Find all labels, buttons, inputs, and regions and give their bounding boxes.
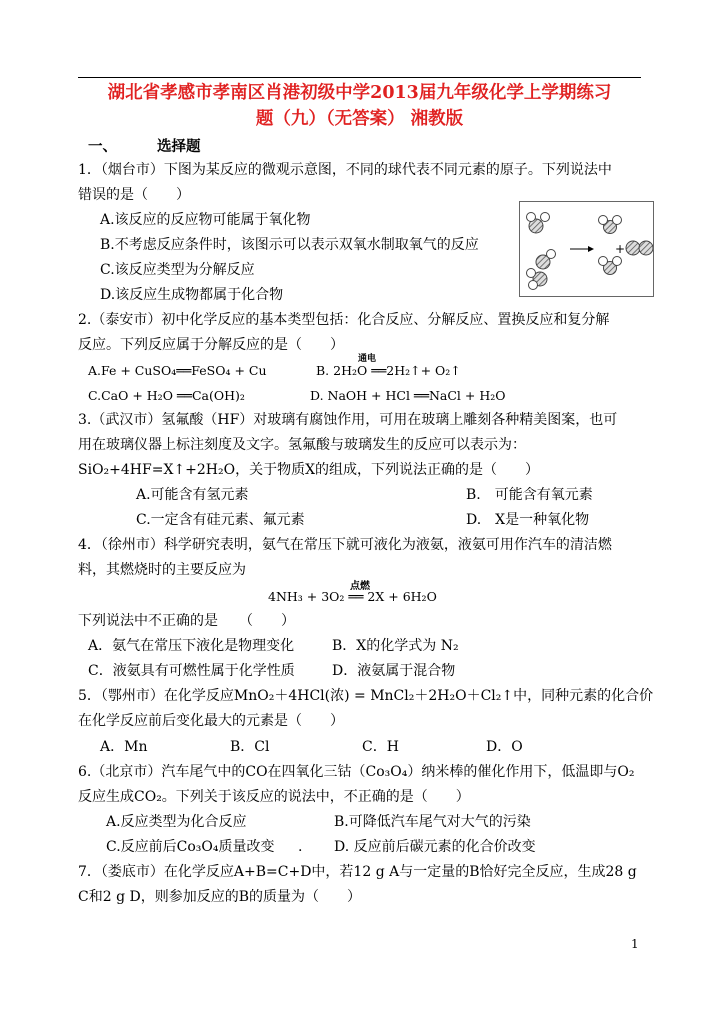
- reaction-diagram-svg: [520, 202, 653, 296]
- section-label: 选择题: [157, 138, 201, 155]
- q4-stem-line1: 4．（徐州市）科学研究表明，氨气在常压下就可液化为液氨，液氨可用作汽车的清洁燃: [78, 537, 612, 553]
- page-number: 1: [631, 937, 639, 951]
- q6-option-b: B.可降低汽车尾气对大气的污染: [334, 814, 531, 830]
- q5-stem-line2: 在化学反应前后变化最大的元素是（ ）: [78, 713, 344, 729]
- micro-reaction-diagram: [519, 201, 654, 297]
- q2-stem-line1: 2.（泰安市）初中化学反应的基本类型包括：化合反应、分解反应、置换反应和复分解: [78, 312, 610, 328]
- q3-stem-line2: 用在玻璃仪器上标注刻度及文字。氢氟酸与玻璃发生的反应可以表示为：: [78, 437, 526, 453]
- q2-stem-line2: 反应。下列反应属于分解反应的是（ ）: [78, 337, 344, 353]
- q6-stem-line2: 反应生成CO₂。下列关于该反应的说法中，不正确的是（ ）: [78, 789, 470, 805]
- q4-stem-line2: 料，其燃烧时的主要反应为: [78, 562, 246, 578]
- document-title-line1: 湖北省孝感市孝南区肖港初级中学2013届九年级化学上学期练习: [107, 83, 612, 103]
- product-molecule-3: [626, 241, 653, 255]
- reaction-arrow: [570, 246, 594, 252]
- q6-option-d: D. 反应前后碳元素的化合价改变: [334, 839, 536, 855]
- q1-option-d: D.该反应生成物都属于化合物: [100, 287, 284, 303]
- q2-condition: 通电: [358, 354, 377, 364]
- product-molecule-2: [599, 257, 622, 275]
- product-molecule-1: [599, 216, 622, 234]
- q2-option-d: D. NaOH + HCl ══NaCl + H₂O: [310, 388, 506, 403]
- q4-equation: 4NH₃ + 3O₂ ══ 2X + 6H₂O: [268, 589, 437, 604]
- q3-option-b: B. 可能含有氧元素: [466, 487, 593, 503]
- q5-option-a: A．Mn: [100, 739, 148, 755]
- q4-option-a: A．氨气在常压下液化是物理变化: [88, 638, 295, 654]
- q3-option-d: D. X是一种氧化物: [466, 512, 590, 528]
- q5-option-b: B．Cl: [230, 739, 270, 755]
- q6-option-a: A.反应类型为化合反应: [106, 814, 247, 830]
- q1-option-a: A.该反应的反应物可能属于氧化物: [100, 212, 311, 228]
- q4-option-c: C．液氨具有可燃性属于化学性质: [88, 663, 295, 679]
- q2-option-b: B. 2H₂O ══2H₂↑+ O₂↑: [316, 363, 461, 378]
- q3-stem-line1: 3.（武汉市）氢氟酸（HF）对玻璃有腐蚀作用，可用在玻璃上雕刻各种精美图案，也可: [78, 412, 618, 428]
- q4-option-b: B．X的化学式为 N₂: [332, 638, 459, 654]
- section-heading: [88, 135, 201, 156]
- section-number: 一、: [88, 138, 117, 155]
- reactant-molecule-2: [536, 250, 556, 270]
- q1-option-b: B.不考虑反应条件时，该图示可以表示双氧水制取氧气的反应: [100, 237, 479, 253]
- q6-option-c: C.反应前后Co₃O₄质量改变: [106, 839, 275, 855]
- q4-condition: 点燃: [350, 581, 370, 592]
- q4-stem-line3: 下列说法中不正确的是 （ ）: [78, 613, 295, 629]
- q3-option-c: C.一定含有硅元素、氟元素: [136, 512, 305, 528]
- q1-option-c: C.该反应类型为分解反应: [100, 262, 255, 278]
- q2-option-a: A.Fe + CuSO₄══FeSO₄ + Cu: [88, 363, 267, 378]
- q6-stem-line1: 6.（北京市）汽车尾气中的CO在四氧化三钴（Co₃O₄）纳米棒的催化作用下，低温即与O₂: [78, 764, 635, 780]
- q1-stem-line2: 错误的是（ ）: [78, 187, 190, 203]
- reactant-molecule-3: [527, 269, 548, 290]
- header-rule: [78, 77, 641, 78]
- q5-option-c: C．H: [362, 739, 399, 755]
- q1-stem-line1: 1．（烟台市）下图为某反应的微观示意图，不同的球代表不同元素的原子。下列说法中: [78, 162, 612, 178]
- reactant-molecule-1: [527, 213, 550, 234]
- plus-sign: +: [615, 242, 626, 256]
- document-title-line2: 题（九）（无答案） 湘教版: [255, 109, 464, 129]
- q2-option-c: C.CaO + H₂O ══Ca(OH)₂: [88, 388, 245, 403]
- q3-option-a: A.可能含有氢元素: [136, 487, 249, 503]
- q4-option-d: D．液氨属于混合物: [332, 663, 456, 679]
- q7-stem-line1: 7．（娄底市）在化学反应A+B=C+D中，若12 g A与一定量的B恰好完全反应，生成28 g: [78, 864, 637, 880]
- q5-stem-line1: 5．（鄂州市）在化学反应MnO₂＋4HCl(浓) = MnCl₂＋2H₂O＋Cl₂↑中，同种元素的化合价: [78, 688, 654, 704]
- q6-stray-dot: .: [298, 839, 303, 855]
- q5-option-d: D．O: [486, 739, 523, 755]
- q7-stem-line2: C和2 g D，则参加反应的B的质量为（ ）: [78, 889, 361, 905]
- q3-stem-line3: SiO₂+4HF=X↑+2H₂O，关于物质X的组成，下列说法正确的是（ ）: [78, 462, 540, 478]
